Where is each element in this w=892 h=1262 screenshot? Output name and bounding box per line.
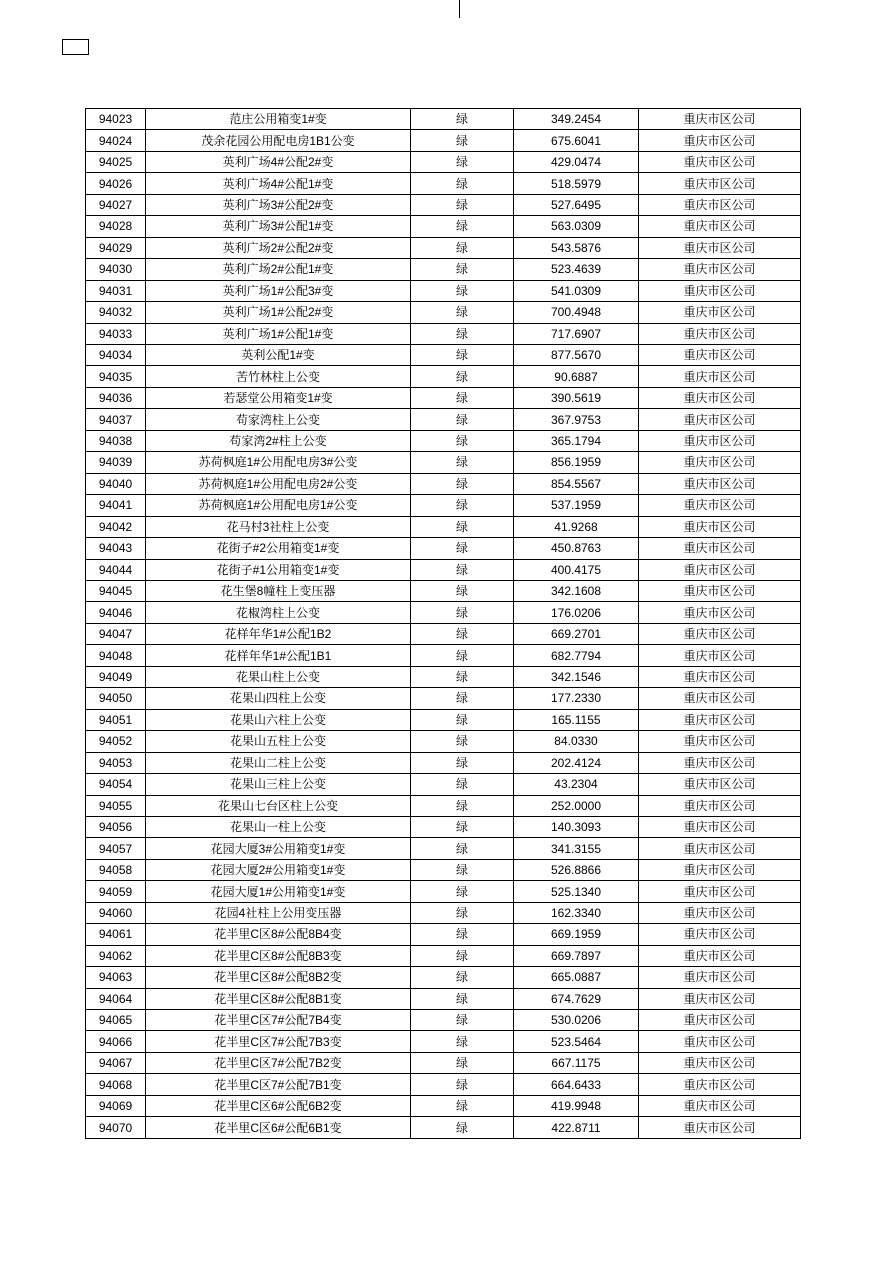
cell-company: 重庆市区公司 xyxy=(639,495,801,516)
cell-company: 重庆市区公司 xyxy=(639,302,801,323)
cell-value: 523.5464 xyxy=(514,1031,639,1052)
cell-company: 重庆市区公司 xyxy=(639,194,801,215)
table-row xyxy=(86,516,801,537)
cell-company: 重庆市区公司 xyxy=(639,280,801,301)
cell-company: 重庆市区公司 xyxy=(639,988,801,1009)
cell-company: 重庆市区公司 xyxy=(639,430,801,451)
cell-company: 重庆市区公司 xyxy=(639,967,801,988)
cell-id: 94042 xyxy=(86,516,146,537)
cell-name: 英利广场2#公配1#变 xyxy=(146,259,411,280)
table-row xyxy=(86,967,801,988)
cell-company: 重庆市区公司 xyxy=(639,109,801,130)
cell-name: 英利广场4#公配2#变 xyxy=(146,151,411,172)
cell-value: 165.1155 xyxy=(514,709,639,730)
cell-value: 674.7629 xyxy=(514,988,639,1009)
cell-status: 绿 xyxy=(411,109,514,130)
cell-name: 范庄公用箱变1#变 xyxy=(146,109,411,130)
cell-status: 绿 xyxy=(411,216,514,237)
cell-status: 绿 xyxy=(411,366,514,387)
cell-name: 英利广场1#公配3#变 xyxy=(146,280,411,301)
table-row xyxy=(86,559,801,580)
cell-company: 重庆市区公司 xyxy=(639,323,801,344)
table-row xyxy=(86,881,801,902)
table-row xyxy=(86,151,801,172)
cell-value: 341.3155 xyxy=(514,838,639,859)
cell-id: 94049 xyxy=(86,666,146,687)
cell-id: 94065 xyxy=(86,1010,146,1031)
cell-id: 94028 xyxy=(86,216,146,237)
cell-company: 重庆市区公司 xyxy=(639,924,801,945)
table-row xyxy=(86,109,801,130)
cell-company: 重庆市区公司 xyxy=(639,731,801,752)
cell-company: 重庆市区公司 xyxy=(639,473,801,494)
cell-name: 花椒湾柱上公变 xyxy=(146,602,411,623)
table-row xyxy=(86,1095,801,1116)
cell-value: 365.1794 xyxy=(514,430,639,451)
cell-company: 重庆市区公司 xyxy=(639,538,801,559)
cell-id: 94069 xyxy=(86,1095,146,1116)
cell-name: 花半里C区7#公配7B2变 xyxy=(146,1052,411,1073)
cell-value: 349.2454 xyxy=(514,109,639,130)
cell-company: 重庆市区公司 xyxy=(639,902,801,923)
cell-name: 花半里C区6#公配6B2变 xyxy=(146,1095,411,1116)
cell-value: 664.6433 xyxy=(514,1074,639,1095)
cell-id: 94055 xyxy=(86,795,146,816)
cell-id: 94040 xyxy=(86,473,146,494)
cell-name: 花半里C区7#公配7B1变 xyxy=(146,1074,411,1095)
table-row xyxy=(86,194,801,215)
cell-status: 绿 xyxy=(411,795,514,816)
table-body xyxy=(86,109,801,1139)
cell-company: 重庆市区公司 xyxy=(639,1074,801,1095)
cell-id: 94066 xyxy=(86,1031,146,1052)
table-row xyxy=(86,688,801,709)
cell-name: 花园大厦1#公用箱变1#变 xyxy=(146,881,411,902)
cell-status: 绿 xyxy=(411,816,514,837)
cell-value: 669.7897 xyxy=(514,945,639,966)
table-row xyxy=(86,1031,801,1052)
cell-name: 苟家湾柱上公变 xyxy=(146,409,411,430)
table-row xyxy=(86,130,801,151)
cell-value: 202.4124 xyxy=(514,752,639,773)
cell-status: 绿 xyxy=(411,666,514,687)
cell-value: 523.4639 xyxy=(514,259,639,280)
cell-name: 花半里C区6#公配6B1变 xyxy=(146,1117,411,1139)
cell-value: 530.0206 xyxy=(514,1010,639,1031)
cell-company: 重庆市区公司 xyxy=(639,688,801,709)
table-row xyxy=(86,538,801,559)
cell-name: 英利广场2#公配2#变 xyxy=(146,237,411,258)
table-row xyxy=(86,924,801,945)
cell-status: 绿 xyxy=(411,473,514,494)
cell-id: 94044 xyxy=(86,559,146,580)
cell-name: 英利广场1#公配1#变 xyxy=(146,323,411,344)
table-row xyxy=(86,709,801,730)
cell-company: 重庆市区公司 xyxy=(639,945,801,966)
cell-company: 重庆市区公司 xyxy=(639,151,801,172)
table-row xyxy=(86,216,801,237)
table-row xyxy=(86,344,801,365)
cell-name: 苏荷枫庭1#公用配电房3#公变 xyxy=(146,452,411,473)
cell-id: 94032 xyxy=(86,302,146,323)
cell-company: 重庆市区公司 xyxy=(639,387,801,408)
cell-company: 重庆市区公司 xyxy=(639,237,801,258)
table-row xyxy=(86,452,801,473)
cell-name: 花园大厦3#公用箱变1#变 xyxy=(146,838,411,859)
cell-id: 94057 xyxy=(86,838,146,859)
cell-id: 94053 xyxy=(86,752,146,773)
cell-id: 94026 xyxy=(86,173,146,194)
cell-id: 94035 xyxy=(86,366,146,387)
table-row xyxy=(86,645,801,666)
cell-name: 花街子#2公用箱变1#变 xyxy=(146,538,411,559)
cell-value: 856.1959 xyxy=(514,452,639,473)
cell-name: 苦竹林柱上公变 xyxy=(146,366,411,387)
cell-name: 花半里C区8#公配8B2变 xyxy=(146,967,411,988)
cell-name: 苏荷枫庭1#公用配电房2#公变 xyxy=(146,473,411,494)
partial-cell-fragment xyxy=(62,39,89,55)
cell-id: 94037 xyxy=(86,409,146,430)
cell-company: 重庆市区公司 xyxy=(639,1031,801,1052)
cell-status: 绿 xyxy=(411,988,514,1009)
cell-value: 84.0330 xyxy=(514,731,639,752)
cell-id: 94048 xyxy=(86,645,146,666)
cell-name: 茂余花园公用配电房1B1公变 xyxy=(146,130,411,151)
cell-value: 367.9753 xyxy=(514,409,639,430)
cell-name: 英利广场4#公配1#变 xyxy=(146,173,411,194)
cell-value: 390.5619 xyxy=(514,387,639,408)
cell-value: 140.3093 xyxy=(514,816,639,837)
transformer-table xyxy=(85,108,801,1139)
cell-status: 绿 xyxy=(411,1052,514,1073)
cell-name: 花半里C区7#公配7B4变 xyxy=(146,1010,411,1031)
cell-company: 重庆市区公司 xyxy=(639,623,801,644)
table-row xyxy=(86,173,801,194)
cell-company: 重庆市区公司 xyxy=(639,881,801,902)
cell-status: 绿 xyxy=(411,387,514,408)
table-row xyxy=(86,731,801,752)
cell-status: 绿 xyxy=(411,323,514,344)
cell-name: 英利公配1#变 xyxy=(146,344,411,365)
cell-value: 342.1546 xyxy=(514,666,639,687)
cell-company: 重庆市区公司 xyxy=(639,602,801,623)
cell-company: 重庆市区公司 xyxy=(639,173,801,194)
cell-value: 419.9948 xyxy=(514,1095,639,1116)
cell-id: 94034 xyxy=(86,344,146,365)
table-row xyxy=(86,1052,801,1073)
cell-status: 绿 xyxy=(411,151,514,172)
cell-name: 花马村3社柱上公变 xyxy=(146,516,411,537)
cell-company: 重庆市区公司 xyxy=(639,259,801,280)
cell-id: 94036 xyxy=(86,387,146,408)
cell-value: 518.5979 xyxy=(514,173,639,194)
cell-status: 绿 xyxy=(411,731,514,752)
cell-value: 717.6907 xyxy=(514,323,639,344)
cell-company: 重庆市区公司 xyxy=(639,1010,801,1031)
cell-name: 花生堡8幢柱上变压器 xyxy=(146,580,411,601)
cell-value: 675.6041 xyxy=(514,130,639,151)
cell-name: 花果山柱上公变 xyxy=(146,666,411,687)
cell-company: 重庆市区公司 xyxy=(639,344,801,365)
cell-id: 94067 xyxy=(86,1052,146,1073)
cell-id: 94064 xyxy=(86,988,146,1009)
cell-status: 绿 xyxy=(411,580,514,601)
cell-value: 543.5876 xyxy=(514,237,639,258)
table-row xyxy=(86,795,801,816)
cell-name: 花园4社柱上公用变压器 xyxy=(146,902,411,923)
cell-id: 94063 xyxy=(86,967,146,988)
cell-id: 94041 xyxy=(86,495,146,516)
cell-value: 252.0000 xyxy=(514,795,639,816)
table-row xyxy=(86,666,801,687)
cell-name: 花果山一柱上公变 xyxy=(146,816,411,837)
cell-company: 重庆市区公司 xyxy=(639,409,801,430)
cell-id: 94024 xyxy=(86,130,146,151)
cell-id: 94070 xyxy=(86,1117,146,1139)
cell-status: 绿 xyxy=(411,559,514,580)
cell-status: 绿 xyxy=(411,280,514,301)
cell-value: 400.4175 xyxy=(514,559,639,580)
cell-value: 162.3340 xyxy=(514,902,639,923)
cell-status: 绿 xyxy=(411,237,514,258)
cell-name: 花园大厦2#公用箱变1#变 xyxy=(146,859,411,880)
cell-status: 绿 xyxy=(411,344,514,365)
cell-company: 重庆市区公司 xyxy=(639,516,801,537)
cell-company: 重庆市区公司 xyxy=(639,795,801,816)
cell-company: 重庆市区公司 xyxy=(639,838,801,859)
cell-name: 花果山二柱上公变 xyxy=(146,752,411,773)
table-row xyxy=(86,259,801,280)
table-row xyxy=(86,945,801,966)
cell-status: 绿 xyxy=(411,516,514,537)
cell-name: 花半里C区7#公配7B3变 xyxy=(146,1031,411,1052)
cell-id: 94052 xyxy=(86,731,146,752)
cell-status: 绿 xyxy=(411,688,514,709)
cell-company: 重庆市区公司 xyxy=(639,774,801,795)
cell-value: 177.2330 xyxy=(514,688,639,709)
cell-company: 重庆市区公司 xyxy=(639,1052,801,1073)
cell-id: 94051 xyxy=(86,709,146,730)
cell-id: 94050 xyxy=(86,688,146,709)
cell-name: 花街子#1公用箱变1#变 xyxy=(146,559,411,580)
table-row xyxy=(86,495,801,516)
cell-company: 重庆市区公司 xyxy=(639,1117,801,1139)
cell-value: 537.1959 xyxy=(514,495,639,516)
cell-value: 176.0206 xyxy=(514,602,639,623)
cell-value: 422.8711 xyxy=(514,1117,639,1139)
cell-value: 563.0309 xyxy=(514,216,639,237)
table-row xyxy=(86,302,801,323)
cell-status: 绿 xyxy=(411,173,514,194)
cell-id: 94054 xyxy=(86,774,146,795)
top-edge-cell-border-fragment xyxy=(459,0,460,18)
cell-company: 重庆市区公司 xyxy=(639,859,801,880)
table-row xyxy=(86,237,801,258)
cell-value: 526.8866 xyxy=(514,859,639,880)
cell-value: 665.0887 xyxy=(514,967,639,988)
cell-id: 94046 xyxy=(86,602,146,623)
cell-id: 94038 xyxy=(86,430,146,451)
cell-name: 英利广场1#公配2#变 xyxy=(146,302,411,323)
cell-status: 绿 xyxy=(411,538,514,559)
cell-status: 绿 xyxy=(411,1095,514,1116)
cell-name: 花果山七台区柱上公变 xyxy=(146,795,411,816)
cell-status: 绿 xyxy=(411,902,514,923)
cell-company: 重庆市区公司 xyxy=(639,366,801,387)
table-row xyxy=(86,752,801,773)
cell-status: 绿 xyxy=(411,259,514,280)
cell-status: 绿 xyxy=(411,452,514,473)
cell-status: 绿 xyxy=(411,645,514,666)
cell-value: 527.6495 xyxy=(514,194,639,215)
cell-id: 94068 xyxy=(86,1074,146,1095)
cell-id: 94058 xyxy=(86,859,146,880)
table-row xyxy=(86,580,801,601)
table-row xyxy=(86,1074,801,1095)
cell-id: 94030 xyxy=(86,259,146,280)
cell-name: 花半里C区8#公配8B4变 xyxy=(146,924,411,945)
cell-id: 94056 xyxy=(86,816,146,837)
cell-status: 绿 xyxy=(411,1074,514,1095)
cell-name: 花半里C区8#公配8B3变 xyxy=(146,945,411,966)
table-row xyxy=(86,816,801,837)
cell-status: 绿 xyxy=(411,1117,514,1139)
cell-status: 绿 xyxy=(411,709,514,730)
cell-value: 669.2701 xyxy=(514,623,639,644)
cell-id: 94023 xyxy=(86,109,146,130)
table-row xyxy=(86,838,801,859)
cell-value: 667.1175 xyxy=(514,1052,639,1073)
cell-id: 94031 xyxy=(86,280,146,301)
cell-status: 绿 xyxy=(411,130,514,151)
cell-status: 绿 xyxy=(411,774,514,795)
cell-name: 英利广场3#公配2#变 xyxy=(146,194,411,215)
cell-value: 525.1340 xyxy=(514,881,639,902)
cell-value: 877.5670 xyxy=(514,344,639,365)
cell-name: 花果山五柱上公变 xyxy=(146,731,411,752)
cell-value: 429.0474 xyxy=(514,151,639,172)
table-row xyxy=(86,323,801,344)
cell-name: 花果山六柱上公变 xyxy=(146,709,411,730)
cell-status: 绿 xyxy=(411,924,514,945)
cell-status: 绿 xyxy=(411,859,514,880)
cell-status: 绿 xyxy=(411,1031,514,1052)
cell-status: 绿 xyxy=(411,194,514,215)
cell-value: 541.0309 xyxy=(514,280,639,301)
cell-value: 682.7794 xyxy=(514,645,639,666)
cell-value: 342.1608 xyxy=(514,580,639,601)
cell-id: 94045 xyxy=(86,580,146,601)
cell-value: 90.6887 xyxy=(514,366,639,387)
cell-value: 450.8763 xyxy=(514,538,639,559)
table-row xyxy=(86,1117,801,1139)
cell-company: 重庆市区公司 xyxy=(639,130,801,151)
cell-company: 重庆市区公司 xyxy=(639,1095,801,1116)
cell-name: 花样年华1#公配1B2 xyxy=(146,623,411,644)
cell-id: 94059 xyxy=(86,881,146,902)
cell-company: 重庆市区公司 xyxy=(639,452,801,473)
table-row xyxy=(86,623,801,644)
cell-id: 94025 xyxy=(86,151,146,172)
table-row xyxy=(86,366,801,387)
cell-company: 重庆市区公司 xyxy=(639,752,801,773)
cell-company: 重庆市区公司 xyxy=(639,580,801,601)
cell-status: 绿 xyxy=(411,967,514,988)
cell-value: 41.9268 xyxy=(514,516,639,537)
table-row xyxy=(86,602,801,623)
table-row xyxy=(86,430,801,451)
cell-id: 94043 xyxy=(86,538,146,559)
cell-id: 94039 xyxy=(86,452,146,473)
cell-status: 绿 xyxy=(411,409,514,430)
cell-value: 669.1959 xyxy=(514,924,639,945)
cell-value: 854.5567 xyxy=(514,473,639,494)
cell-company: 重庆市区公司 xyxy=(639,559,801,580)
cell-name: 英利广场3#公配1#变 xyxy=(146,216,411,237)
cell-status: 绿 xyxy=(411,1010,514,1031)
cell-status: 绿 xyxy=(411,623,514,644)
cell-name: 花果山四柱上公变 xyxy=(146,688,411,709)
cell-value: 43.2304 xyxy=(514,774,639,795)
cell-status: 绿 xyxy=(411,838,514,859)
cell-id: 94033 xyxy=(86,323,146,344)
table-row xyxy=(86,1010,801,1031)
cell-status: 绿 xyxy=(411,752,514,773)
table-row xyxy=(86,988,801,1009)
cell-status: 绿 xyxy=(411,945,514,966)
table-row xyxy=(86,774,801,795)
cell-status: 绿 xyxy=(411,602,514,623)
cell-id: 94029 xyxy=(86,237,146,258)
cell-name: 花样年华1#公配1B1 xyxy=(146,645,411,666)
table-row xyxy=(86,409,801,430)
cell-id: 94061 xyxy=(86,924,146,945)
cell-name: 苟家湾2#柱上公变 xyxy=(146,430,411,451)
cell-name: 花半里C区8#公配8B1变 xyxy=(146,988,411,1009)
cell-company: 重庆市区公司 xyxy=(639,816,801,837)
table-row xyxy=(86,473,801,494)
cell-name: 苏荷枫庭1#公用配电房1#公变 xyxy=(146,495,411,516)
table-row xyxy=(86,902,801,923)
table-row xyxy=(86,280,801,301)
cell-status: 绿 xyxy=(411,495,514,516)
cell-name: 若瑟堂公用箱变1#变 xyxy=(146,387,411,408)
table-row xyxy=(86,859,801,880)
cell-status: 绿 xyxy=(411,881,514,902)
cell-company: 重庆市区公司 xyxy=(639,709,801,730)
cell-name: 花果山三柱上公变 xyxy=(146,774,411,795)
cell-status: 绿 xyxy=(411,430,514,451)
cell-company: 重庆市区公司 xyxy=(639,645,801,666)
cell-id: 94062 xyxy=(86,945,146,966)
cell-id: 94027 xyxy=(86,194,146,215)
cell-status: 绿 xyxy=(411,302,514,323)
cell-company: 重庆市区公司 xyxy=(639,216,801,237)
cell-company: 重庆市区公司 xyxy=(639,666,801,687)
cell-value: 700.4948 xyxy=(514,302,639,323)
table-row xyxy=(86,387,801,408)
cell-id: 94060 xyxy=(86,902,146,923)
cell-id: 94047 xyxy=(86,623,146,644)
